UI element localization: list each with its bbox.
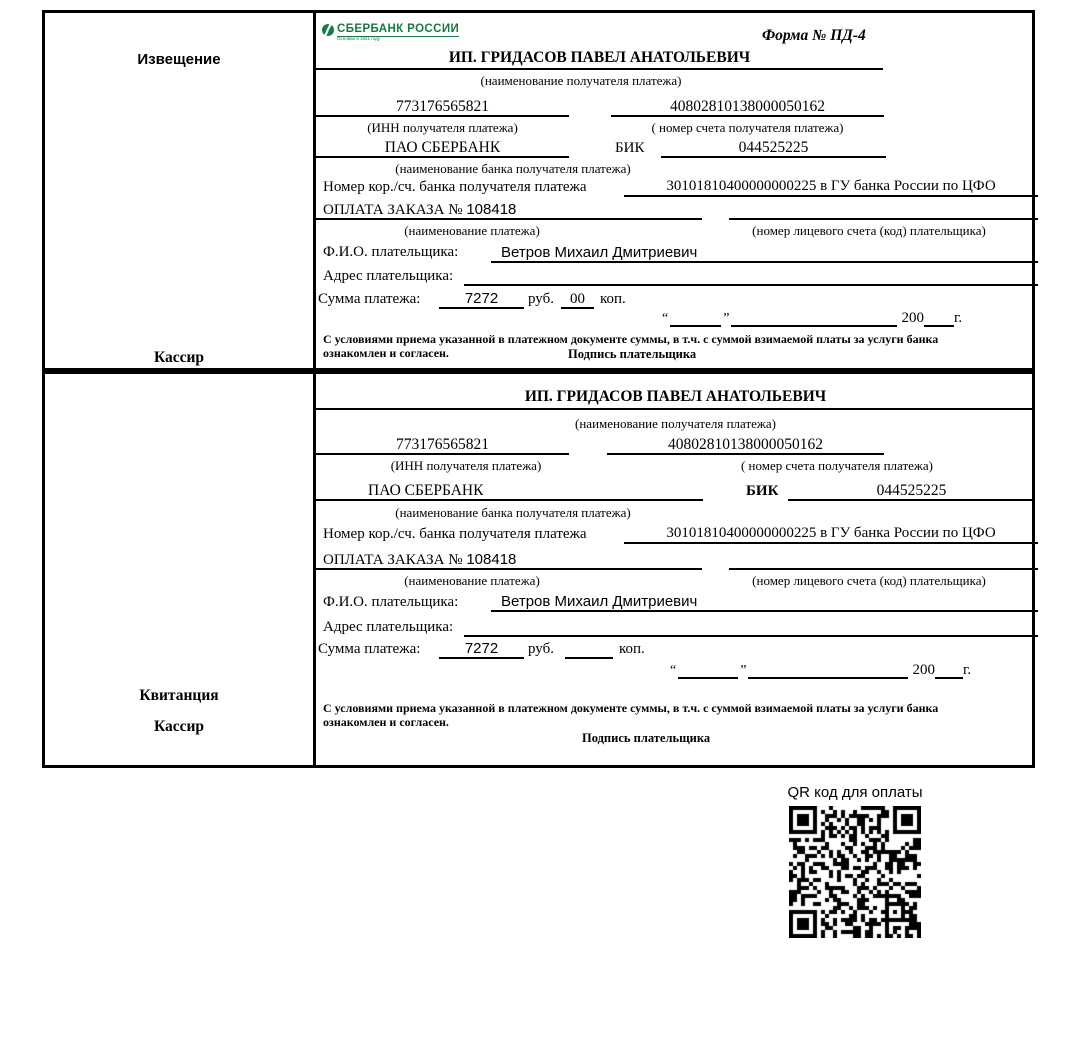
bank-name-field: ПАО СБЕРБАНК	[316, 137, 569, 158]
year-blank	[924, 310, 954, 327]
date-month-blank	[731, 310, 897, 327]
bik-field: 044525225	[788, 480, 1035, 501]
inn-label: (ИНН получателя платежа)	[367, 120, 518, 135]
cashier-label: Кассир	[153, 718, 205, 735]
payee-name: ИП. ГРИДАСОВ ПАВЕЛ АНАТОЛЬЕВИЧ	[316, 388, 1035, 410]
inn-field: 773176565821	[316, 434, 569, 455]
notice-left-column	[45, 13, 316, 368]
sum-rub-field: 7272	[439, 289, 524, 309]
year-prefix: 200	[912, 662, 935, 678]
payer-fio-field: Ветров Михаил Дмитриевич	[491, 591, 1038, 612]
payer-fio-field: Ветров Михаил Дмитриевич	[491, 242, 1038, 263]
open-quote: “	[662, 311, 669, 326]
inn-field: 773176565821	[316, 96, 569, 117]
sum-kop-field	[565, 639, 613, 659]
payer-signature-label: Подпись плательщика	[568, 347, 697, 361]
receipt-title: Квитанция	[139, 687, 219, 704]
personal-account-label: (номер лицевого счета (код) плательщика)	[752, 573, 986, 588]
sum-label: Сумма платежа:	[318, 291, 421, 307]
payer-signature-label: Подпись плательщика	[582, 731, 711, 745]
payer-address-label: Адрес плательщика:	[323, 619, 454, 635]
payer-fio-label: Ф.И.О. плательщика:	[323, 244, 459, 260]
bank-name-label: (наименование банка получателя платежа)	[395, 161, 631, 176]
order-number: 108418	[466, 201, 517, 218]
kop-label: коп.	[600, 291, 626, 307]
payee-name-label: (наименование получателя платежа)	[575, 416, 776, 431]
receipt-section	[42, 371, 1035, 768]
payment-name-label: (наименование платежа)	[404, 223, 540, 238]
form-number: Форма № ПД-4	[762, 27, 866, 44]
date-month-blank	[748, 662, 908, 679]
bank-name-label: (наименование банка получателя платежа)	[395, 505, 631, 520]
payer-address-field	[464, 265, 1038, 286]
bik-label: БИК	[746, 483, 779, 499]
notice-section	[42, 10, 1035, 371]
qr-code	[789, 806, 921, 938]
personal-account-field	[729, 200, 1038, 220]
date-line	[668, 662, 971, 679]
bik-field: 044525225	[661, 137, 886, 158]
corr-account-field: 30101810400000000225 в ГУ банка России по ЦФО	[624, 176, 1038, 197]
open-quote: “	[670, 663, 677, 678]
account-field: 40802810138000050162	[611, 96, 884, 117]
payer-address-field	[464, 616, 1038, 637]
close-quote: ”	[723, 311, 730, 326]
close-quote: ”	[740, 663, 747, 678]
sum-kop-field: 00	[561, 289, 594, 309]
sberbank-logo-tagline: Основан в 1841 году	[337, 37, 381, 42]
qr-code-label: QR код для оплаты	[787, 784, 923, 801]
personal-account-label: (номер лицевого счета (код) плательщика)	[752, 223, 986, 238]
agreement-text: С условиями приема указанной в платежном документе суммы, в т.ч. с суммой взимаемой платы за услуги банка ознакомлен и согласен.	[323, 701, 939, 729]
receipt-form-panel	[316, 374, 1032, 765]
receipt-left-column	[45, 374, 316, 765]
personal-account-field	[729, 550, 1038, 570]
bik-label: БИК	[615, 140, 645, 156]
inn-label: (ИНН получателя платежа)	[390, 458, 542, 473]
corr-account-label: Номер кор./сч. банка получателя платежа	[323, 526, 587, 542]
sberbank-logo-text: СБЕРБАНК РОССИИ	[337, 23, 460, 35]
payer-address-label: Адрес плательщика:	[323, 268, 454, 284]
payment-name-field: ОПЛАТА ЗАКАЗА № 108418	[323, 201, 517, 218]
account-label: ( номер счета получателя платежа)	[740, 458, 934, 473]
sum-label: Сумма платежа:	[318, 641, 421, 657]
sberbank-emblem-icon	[322, 24, 334, 36]
cashier-label: Кассир	[153, 349, 205, 366]
corr-account-label: Номер кор./сч. банка получателя платежа	[323, 179, 587, 195]
kop-label: коп.	[619, 641, 645, 657]
year-suffix: г.	[953, 310, 963, 326]
year-prefix: 200	[901, 310, 924, 326]
sberbank-logo	[322, 23, 459, 43]
date-line	[660, 310, 962, 327]
year-suffix: г.	[962, 662, 972, 678]
account-label: ( номер счета получателя платежа)	[651, 120, 844, 135]
rub-label: руб.	[528, 291, 554, 307]
payment-name-field: ОПЛАТА ЗАКАЗА № 108418	[323, 551, 517, 568]
rub-label: руб.	[528, 641, 554, 657]
date-day-blank	[678, 662, 738, 679]
year-blank	[935, 662, 963, 679]
sum-rub-field: 7272	[439, 639, 524, 659]
notice-form-panel	[316, 13, 1032, 368]
account-field: 40802810138000050162	[607, 434, 884, 455]
notice-title: Извещение	[137, 51, 221, 68]
corr-account-field: 30101810400000000225 в ГУ банка России по ЦФО	[624, 523, 1038, 544]
payee-name-label: (наименование получателя платежа)	[480, 73, 682, 88]
bank-name-field: ПАО СБЕРБАНК	[316, 480, 703, 501]
payment-name-label: (наименование платежа)	[404, 573, 540, 588]
agreement-text: С условиями приема указанной в платежном документе суммы, в т.ч. с суммой взимаемой платы за услуги банка ознакомлен и согласен.	[323, 332, 939, 360]
payee-name: ИП. ГРИДАСОВ ПАВЕЛ АНАТОЛЬЕВИЧ	[316, 49, 883, 70]
date-day-blank	[670, 310, 721, 327]
payer-fio-label: Ф.И.О. плательщика:	[323, 594, 459, 610]
order-number: 108418	[466, 551, 517, 568]
